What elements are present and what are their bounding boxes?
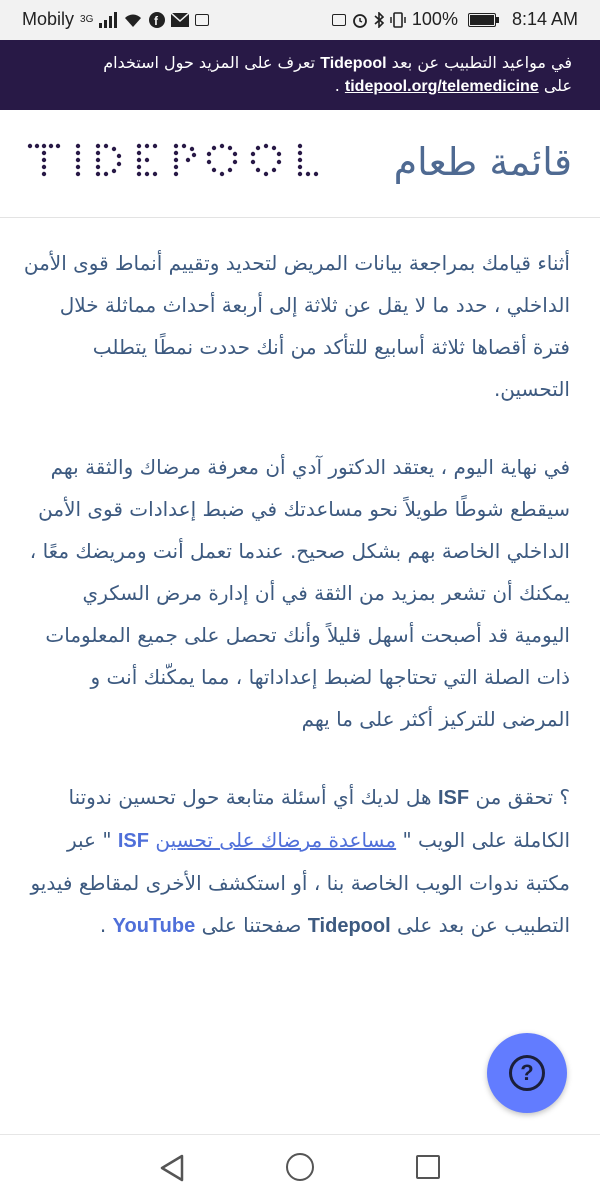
p3-text-e: . [99,913,107,937]
isf-term-1: ISF [437,787,470,809]
question-icon: ? [509,1055,545,1091]
banner-text-2: تعرف على المزيد حول استخدام [103,53,316,72]
banner-brand: Tidepool [320,55,387,72]
vibrate-icon [390,12,406,28]
banner-text-4: . [334,76,340,95]
tidepool-term: Tidepool [307,915,391,937]
network-type: 3G [80,13,94,25]
p3-text-a: ؟ تحقق من [475,785,570,809]
isf-term-2[interactable]: ISF [117,830,149,852]
p3-text-d: صفحتنا على [201,913,302,937]
clock: 8:14 AM [511,9,578,29]
battery-percent: 100% [411,9,458,29]
tidepool-logo[interactable] [26,140,326,180]
banner-link[interactable]: tidepool.org/telemedicine [344,78,539,95]
article-content [0,218,600,1134]
paragraph-2: في نهاية اليوم ، يعتقد الدكتور آدي أن معرفة مرضاك والثقة بهم سيقطع شوطًا طويلاً نحو مساعدتك في ضبط إعدادات قوى الأمن الداخلي الخاصة بهم بشكل صحيح. عندما تعمل أنت ومريضك معًا ، يمكنك أن تشعر بمزيد من الثقة في أن إدارة مرض السكري اليومية قد أصبحت أسهل قليلاً وأنك تحصل على جميع المعلومات ذات الصلة التي تحتاجها لضبط إعداداتها ، مما يمكّنك أنت و المرضى للتركيز أكثر على ما يهم [29,455,570,731]
banner-text-1: في مواعيد التطبيب عن بعد [391,53,572,72]
status-left [22,9,209,30]
status-right [332,9,578,30]
site-header [0,110,600,218]
wifi-icon [123,12,143,28]
home-icon[interactable] [286,1153,314,1181]
webinar-link[interactable]: مساعدة مرضاك على تحسين [155,828,397,852]
carrier-name: Mobily [22,9,75,29]
page-title: قائمة طعام [393,140,572,184]
battery-icon [468,13,496,27]
mail-icon [171,13,189,27]
paragraph-1: أثناء قيامك بمراجعة بيانات المريض لتحديد وتقييم أنماط قوى الأمن الداخلي ، حدد ما لا يقل عن ثلاثة إلى أربعة أحداث مماثلة خلال فترة أقصاها ثلاثة أسابيع للتأكد من أنك حددت نمطًا يتطلب التحسين. [23,251,570,401]
help-button[interactable] [487,1033,567,1113]
banner-text-3: على [543,76,572,95]
svg-text:f: f [154,13,159,28]
status-bar [0,0,600,40]
bluetooth-icon [374,12,384,28]
hms-icon [195,14,209,26]
facebook-icon [149,12,165,28]
telemedicine-banner [0,40,600,110]
paragraph-3 [22,776,570,947]
signal-icon [99,12,117,28]
alarm-icon [352,12,368,28]
logo-label: TIDEPOOL [26,140,32,141]
nfc-icon [332,14,346,26]
p3-text-b: هل لديك أي أسئلة متابعة حول تحسين ندوتنا الكاملة على الويب " [68,785,570,852]
youtube-link[interactable]: YouTube [112,915,196,937]
p3-text-c: " عبر مكتبة ندوات الويب الخاصة بنا ، أو استكشف الأخرى لمقاطع فيديو التطبيب عن بعد على [30,828,570,937]
navigation-bar [0,1134,600,1200]
back-icon[interactable] [158,1153,186,1183]
recent-apps-icon[interactable] [416,1155,440,1179]
